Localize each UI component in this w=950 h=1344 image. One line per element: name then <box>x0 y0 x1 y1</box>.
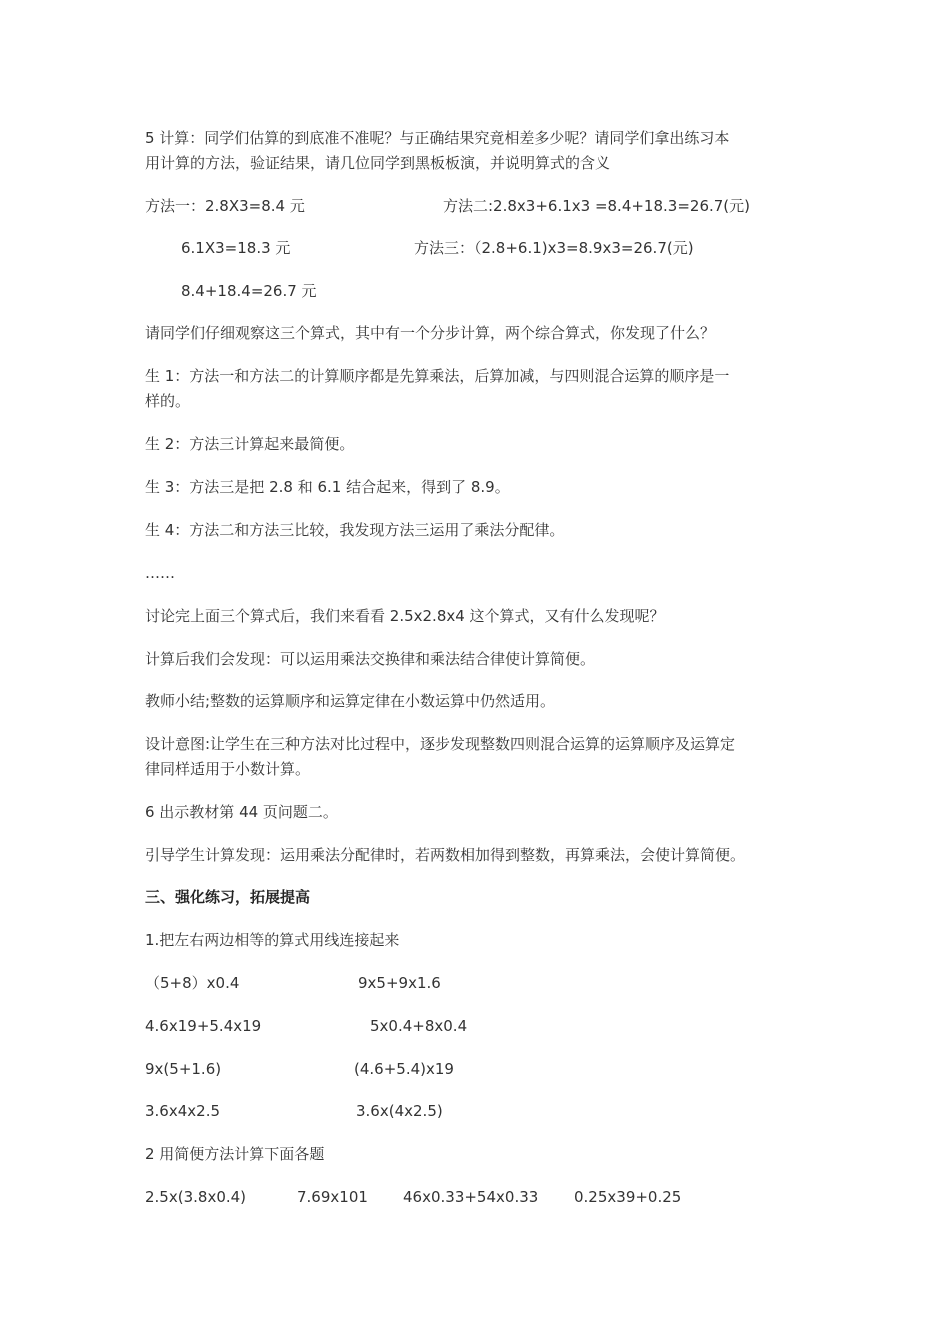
question-2: 2 用简便方法计算下面各题 <box>145 1145 325 1163</box>
pair-left-3: 9x(5+1.6) <box>145 1060 222 1078</box>
problem-3: 46x0.33+54x0.33 <box>403 1188 539 1206</box>
pair-right-1: 9x5+9x1.6 <box>358 974 441 992</box>
student-1-line-2: 样的。 <box>145 392 191 410</box>
pair-right-3: (4.6+5.4)x19 <box>354 1060 454 1078</box>
section-5-line-2: 用计算的方法，验证结果，请几位同学到黑板板演，并说明算式的含义 <box>145 154 611 172</box>
teacher-summary: 教师小结;整数的运算顺序和运算定律在小数运算中仍然适用。 <box>145 692 556 710</box>
design-intent-line-1: 设计意图:让学生在三种方法对比过程中，逐步发现整数四则混合运算的运算顺序及运算定 <box>145 735 736 753</box>
student-1-line-1: 生 1：方法一和方法二的计算顺序都是先算乘法，后算加减，与四则混合运算的顺序是一 <box>145 367 730 385</box>
pair-right-4: 3.6x(4x2.5) <box>356 1102 443 1120</box>
method-two: 方法二:2.8x3+6.1x3 =8.4+18.3=26.7(元) <box>443 197 751 215</box>
design-intent-line-2: 律同样适用于小数计算。 <box>145 760 311 778</box>
method-three: 方法三：（2.8+6.1)x3=8.9x3=26.7(元) <box>414 239 694 257</box>
discussion-after: 讨论完上面三个算式后，我们来看看 2.5x2.8x4 这个算式，又有什么发现呢？ <box>145 607 665 625</box>
problem-4: 0.25x39+0.25 <box>574 1188 682 1206</box>
student-4: 生 4：方法二和方法三比较，我发现方法三运用了乘法分配律。 <box>145 521 565 539</box>
method-one-step-1: 方法一：2.8X3=8.4 元 <box>145 197 305 215</box>
finding: 计算后我们会发现：可以运用乘法交换律和乘法结合律使计算简便。 <box>145 650 596 668</box>
method-one-step-3: 8.4+18.4=26.7 元 <box>181 282 317 300</box>
problem-2: 7.69x101 <box>297 1188 368 1206</box>
pair-left-4: 3.6x4x2.5 <box>145 1102 221 1120</box>
question-1: 1.把左右两边相等的算式用线连接起来 <box>145 931 400 949</box>
problem-1: 2.5x(3.8x0.4) <box>145 1188 247 1206</box>
ellipsis: …… <box>145 564 175 582</box>
student-3: 生 3：方法三是把 2.8 和 6.1 结合起来，得到了 8.9。 <box>145 478 510 496</box>
student-2: 生 2：方法三计算起来最简便。 <box>145 435 355 453</box>
section-3-heading: 三、强化练习，拓展提高 <box>145 888 311 906</box>
section-5-line-1: 5 计算：同学们估算的到底准不准呢？与正确结果究竟相差多少呢？请同学们拿出练习本 <box>145 129 730 147</box>
pair-right-2: 5x0.4+8x0.4 <box>370 1017 468 1035</box>
section-6-guide: 引导学生计算发现：运用乘法分配律时，若两数相加得到整数，再算乘法，会使计算简便。 <box>145 846 746 864</box>
pair-left-1: （5+8）x0.4 <box>145 974 240 992</box>
pair-left-2: 4.6x19+5.4x19 <box>145 1017 262 1035</box>
discussion-prompt: 请同学们仔细观察这三个算式，其中有一个分步计算，两个综合算式，你发现了什么？ <box>145 324 716 342</box>
section-6-title: 6 出示教材第 44 页问题二。 <box>145 803 338 821</box>
method-one-step-2: 6.1X3=18.3 元 <box>181 239 291 257</box>
